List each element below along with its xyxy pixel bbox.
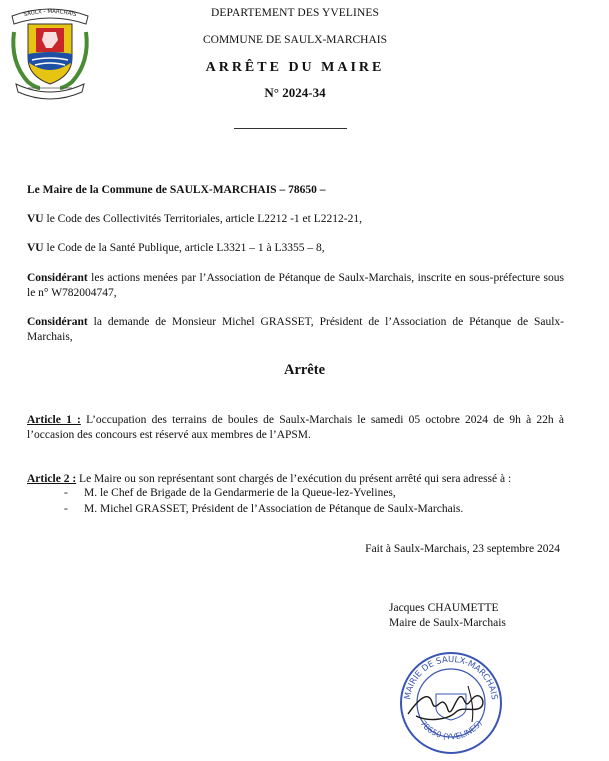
svg-text:78650 (YVELINES): [418, 719, 483, 742]
signer-name: Jacques CHAUMETTE: [389, 602, 499, 614]
vu-clause-1: VU le Code des Collectivités Territoriales, article L2212 -1 et L2212-21,: [27, 213, 362, 225]
article-2: Article 2 : Le Maire ou son représentant sont chargés de l’exécution du présent arrêté qui sera adressé à :: [27, 473, 512, 485]
recipient-item: - M. Michel GRASSET, Président de l’Association de Pétanque de Saulx-Marchais.: [64, 503, 464, 515]
stamp-top-text: MAIRIE DE SAULX-MARCHAIS: [403, 654, 499, 701]
place-and-date: Fait à Saulx-Marchais, 23 septembre 2024: [365, 543, 560, 555]
signer-title: Maire de Saulx-Marchais: [389, 617, 506, 629]
vu-clause-2: VU le Code de la Santé Publique, article L3321 – 1 à L3355 – 8,: [27, 242, 325, 254]
decision-title: Arrête: [283, 362, 326, 378]
official-stamp: [398, 650, 504, 756]
considerant-clause-1: Considérant les actions menées par l’Association de Pétanque de Saulx-Marchais, inscrite en sous-préfecture sous le n° W782004747,: [27, 272, 564, 299]
crest-ribbon-text: SAULX - MARCHAIS: [23, 8, 77, 19]
considerant-clause-2: Considérant la demande de Monsieur Michel GRASSET, Président de l’Association de Pétanque de Saulx-Marchais,: [27, 316, 564, 343]
header-divider: [234, 128, 347, 129]
mayor-line: Le Maire de la Commune de SAULX-MARCHAIS – 78650 –: [27, 184, 326, 196]
article-1: Article 1 : L’occupation des terrains de boules de Saulx-Marchais le samedi 05 octobre 2024 de 9h à 22h à l’occasion des concours est réservé aux membres de l’APSM.: [27, 414, 564, 441]
recipient-item: - M. le Chef de Brigade de la Gendarmerie de la Queue-lez-Yvelines,: [64, 487, 396, 499]
document-title: ARRÊTE DU MAIRE: [205, 60, 385, 75]
department-name: DEPARTEMENT DES YVELINES: [210, 7, 380, 19]
stamp-bottom-text: 78650 (YVELINES): [418, 718, 484, 742]
commune-name: COMMUNE DE SAULX-MARCHAIS: [202, 34, 387, 46]
commune-crest: [6, 2, 94, 102]
decree-number: N° 2024-34: [264, 85, 326, 100]
